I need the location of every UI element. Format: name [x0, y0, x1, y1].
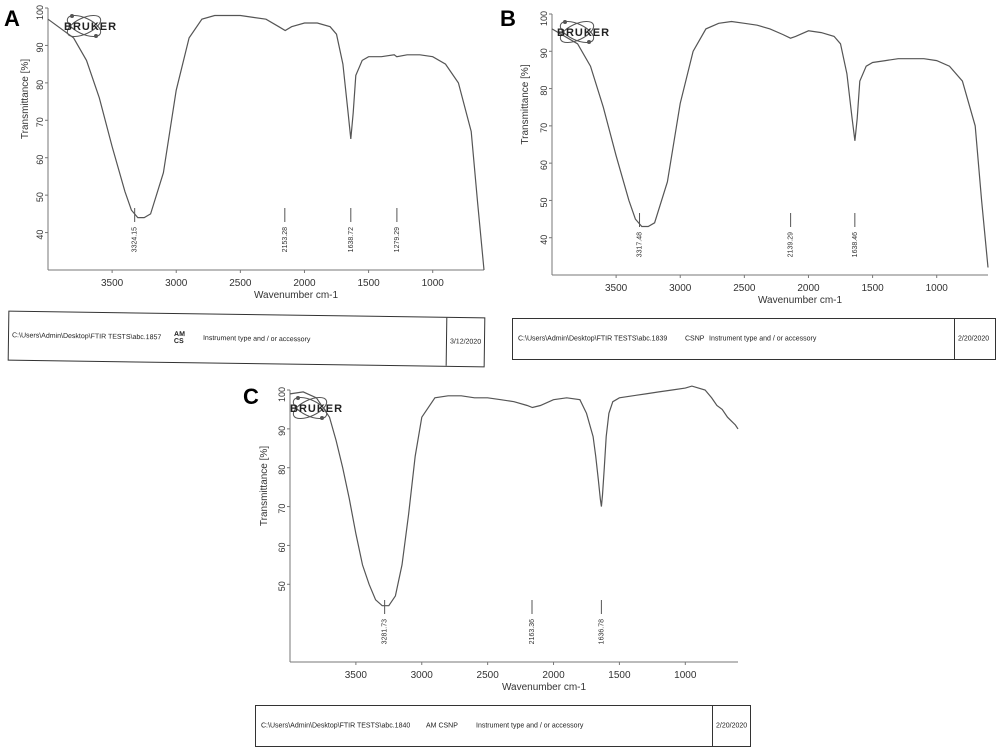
spectrum-line [48, 16, 484, 271]
y-tick-label: 100 [539, 11, 549, 27]
y-tick-label: 100 [277, 387, 287, 403]
peak-label: 2163.36 [529, 619, 537, 645]
panel-letter: B [500, 6, 516, 31]
x-tick-label: 3500 [604, 283, 628, 294]
file-path: C:\Users\Admin\Desktop\FTIR TESTS\abc.1840 [261, 722, 411, 730]
date-label: 2/20/2020 [958, 335, 990, 343]
x-tick-label: 3000 [165, 278, 188, 289]
instrument-label: Instrument type and / or accessory [709, 335, 817, 343]
x-tick-label: 1500 [861, 283, 884, 294]
y-tick-label: 50 [277, 581, 287, 592]
bruker-logo [557, 17, 610, 47]
logo-dot [320, 416, 324, 420]
x-tick-label: 1000 [674, 670, 697, 681]
x-tick-label: 3500 [344, 670, 368, 681]
sample-name: CSNP [685, 335, 705, 343]
x-tick-label: 2500 [733, 283, 756, 294]
date-label: 2/20/2020 [716, 722, 748, 730]
y-tick-label: 50 [539, 197, 549, 208]
bruker-logo [290, 393, 343, 423]
date-label: 3/12/2020 [449, 338, 482, 346]
spectrum-footer [255, 705, 751, 747]
y-tick-label: 90 [35, 42, 45, 53]
x-tick-label: 3500 [100, 278, 124, 289]
panel-b [500, 0, 1000, 370]
x-tick-label: 3000 [669, 283, 692, 294]
panel-letter: A [4, 6, 20, 31]
y-tick-label: 70 [277, 503, 287, 514]
file-path: C:\Users\Admin\Desktop\FTIR TESTS\abc.1839 [518, 335, 668, 343]
y-axis-label: Transmittance [%] [520, 64, 531, 145]
logo-dot [587, 40, 591, 44]
y-tick-label: 80 [539, 85, 549, 96]
footer-divider [954, 319, 955, 359]
ftir-chart-b [500, 0, 1000, 312]
peak-label: 2153.28 [281, 227, 289, 253]
y-tick-label: 40 [35, 229, 45, 240]
x-tick-label: 1500 [357, 278, 380, 289]
bruker-logo [64, 11, 117, 41]
logo-text: BRUKER [64, 21, 118, 33]
spectrum-footer [512, 318, 996, 360]
x-tick-label: 2000 [293, 278, 316, 289]
peak-label: 1636.78 [598, 619, 606, 645]
y-tick-label: 70 [35, 117, 45, 128]
spectrum-footer [8, 311, 486, 368]
logo-dot [94, 34, 98, 38]
sample-name: AM CS [173, 330, 185, 346]
spectrum-line [290, 386, 738, 606]
file-path: C:\Users\Admin\Desktop\FTIR TESTS\abc.1857 [11, 332, 162, 342]
logo-text: BRUKER [290, 403, 344, 415]
x-tick-label: 2000 [797, 283, 820, 294]
peak-label: 3324.15 [131, 227, 139, 253]
x-tick-label: 3000 [410, 670, 433, 681]
y-tick-label: 40 [539, 234, 549, 245]
spectrum-line [552, 22, 988, 268]
x-tick-label: 2500 [476, 670, 499, 681]
x-tick-label: 1500 [608, 670, 631, 681]
y-tick-label: 60 [539, 160, 549, 171]
y-axis-label: Transmittance [%] [20, 58, 31, 140]
y-tick-label: 60 [277, 542, 287, 553]
peak-label: 1279.29 [393, 227, 401, 253]
instrument-label: Instrument type and / or accessory [476, 722, 584, 730]
x-tick-label: 1000 [421, 278, 444, 289]
x-axis-label: Wavenumber cm-1 [757, 295, 843, 306]
peak-label: 3317.48 [636, 232, 644, 258]
y-tick-label: 80 [35, 79, 45, 90]
instrument-label: Instrument type and / or accessory [202, 334, 311, 344]
x-tick-label: 1000 [925, 283, 948, 294]
peak-label: 1638.72 [347, 227, 355, 253]
panel-letter: C [243, 384, 259, 409]
logo-dot [296, 396, 300, 400]
peak-label: 3281.73 [381, 619, 389, 645]
x-tick-label: 2000 [542, 670, 565, 681]
y-tick-label: 90 [539, 48, 549, 59]
y-tick-label: 90 [277, 425, 287, 436]
peak-label: 1638.46 [851, 232, 859, 258]
peak-label: 2139.29 [787, 232, 795, 258]
ftir-chart-a [0, 0, 500, 312]
footer-divider [446, 318, 448, 366]
x-axis-label: Wavenumber cm-1 [501, 682, 587, 693]
y-tick-label: 70 [539, 122, 549, 133]
logo-dot [563, 20, 567, 24]
y-tick-label: 100 [35, 5, 45, 21]
footer-divider [712, 706, 713, 746]
ftir-chart-c [240, 378, 760, 700]
y-tick-label: 80 [277, 464, 287, 475]
sample-name: AM CSNP [426, 722, 458, 730]
x-axis-label: Wavenumber cm-1 [253, 290, 339, 301]
y-tick-label: 50 [35, 192, 45, 203]
x-tick-label: 2500 [229, 278, 252, 289]
logo-text: BRUKER [557, 27, 611, 39]
y-axis-label: Transmittance [%] [259, 445, 270, 527]
panel-a [0, 0, 500, 370]
panel-c [240, 378, 760, 752]
logo-dot [70, 14, 74, 18]
y-tick-label: 60 [35, 154, 45, 165]
